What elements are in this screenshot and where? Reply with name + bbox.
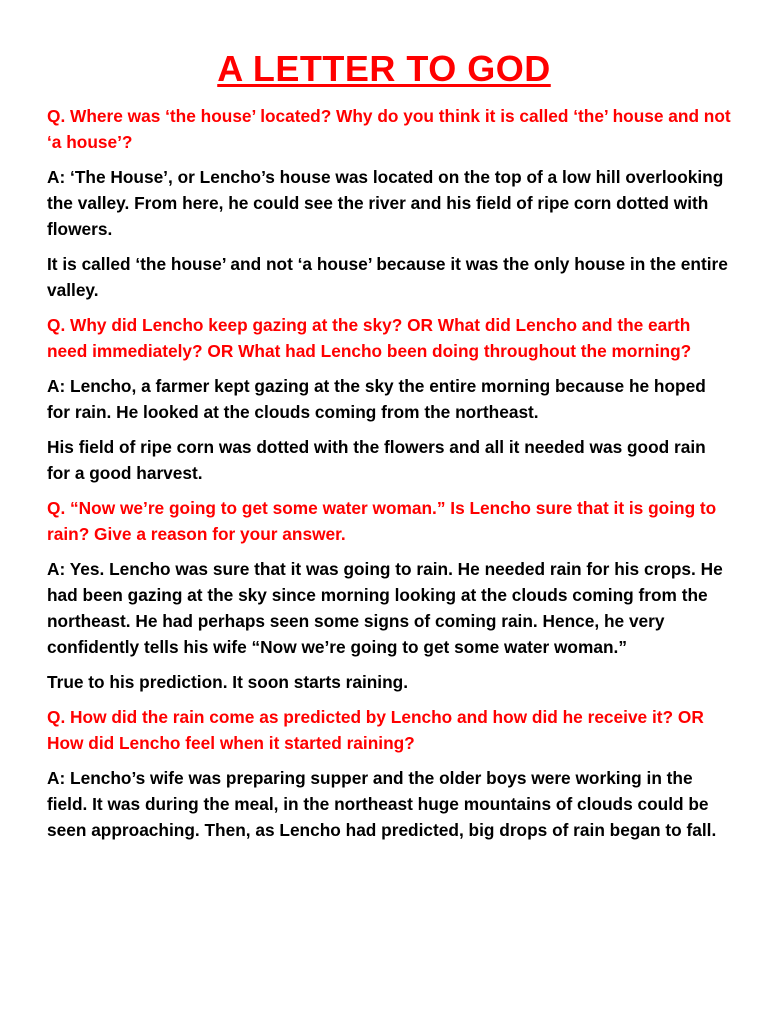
document-title: A LETTER TO GOD <box>217 48 551 89</box>
document-body <box>47 103 731 852</box>
question-paragraph: Q. How did the rain come as predicted by Lencho and how did he receive it? OR How did Lencho feel when it started raining? <box>47 707 704 753</box>
answer-paragraph: True to his prediction. It soon starts raining. <box>47 672 409 692</box>
question-paragraph: Q. Why did Lencho keep gazing at the sky? OR What did Lencho and the earth need immediately? OR What had Lencho been doing throughout the morning? <box>47 315 692 361</box>
answer-paragraph: A: Lencho, a farmer kept gazing at the sky the entire morning because he hoped for rain. He looked at the clouds coming from the northeast. <box>47 376 706 422</box>
answer-paragraph: It is called ‘the house’ and not ‘a house’ because it was the only house in the entire valley. <box>47 254 728 300</box>
question-paragraph: Q. “Now we’re going to get some water woman.” Is Lencho sure that it is going to rain? Give a reason for your answer. <box>47 498 717 544</box>
question-paragraph: Q. Where was ‘the house’ located? Why do you think it is called ‘the’ house and not ‘a house’? <box>47 106 731 152</box>
answer-paragraph: A: Yes. Lencho was sure that it was going to rain. He needed rain for his crops. He had been gazing at the sky since morning looking at the clouds coming from the northeast. He had perhaps seen some signs of coming rain. Hence, he very confidently tells his wife “Now we’re going to get some water woman.” <box>47 559 723 657</box>
answer-paragraph: His field of ripe corn was dotted with the flowers and all it needed was good rain for a good harvest. <box>47 437 706 483</box>
answer-paragraph: A: ‘The House’, or Lencho’s house was located on the top of a low hill overlooking the valley. From here, he could see the river and his field of ripe corn dotted with flowers. <box>47 167 724 239</box>
answer-paragraph: A: Lencho’s wife was preparing supper and the older boys were working in the field. It was during the meal, in the northeast huge mountains of clouds could be seen approaching. Then, as Lencho had predicted, big drops of rain began to fall. <box>47 768 717 840</box>
